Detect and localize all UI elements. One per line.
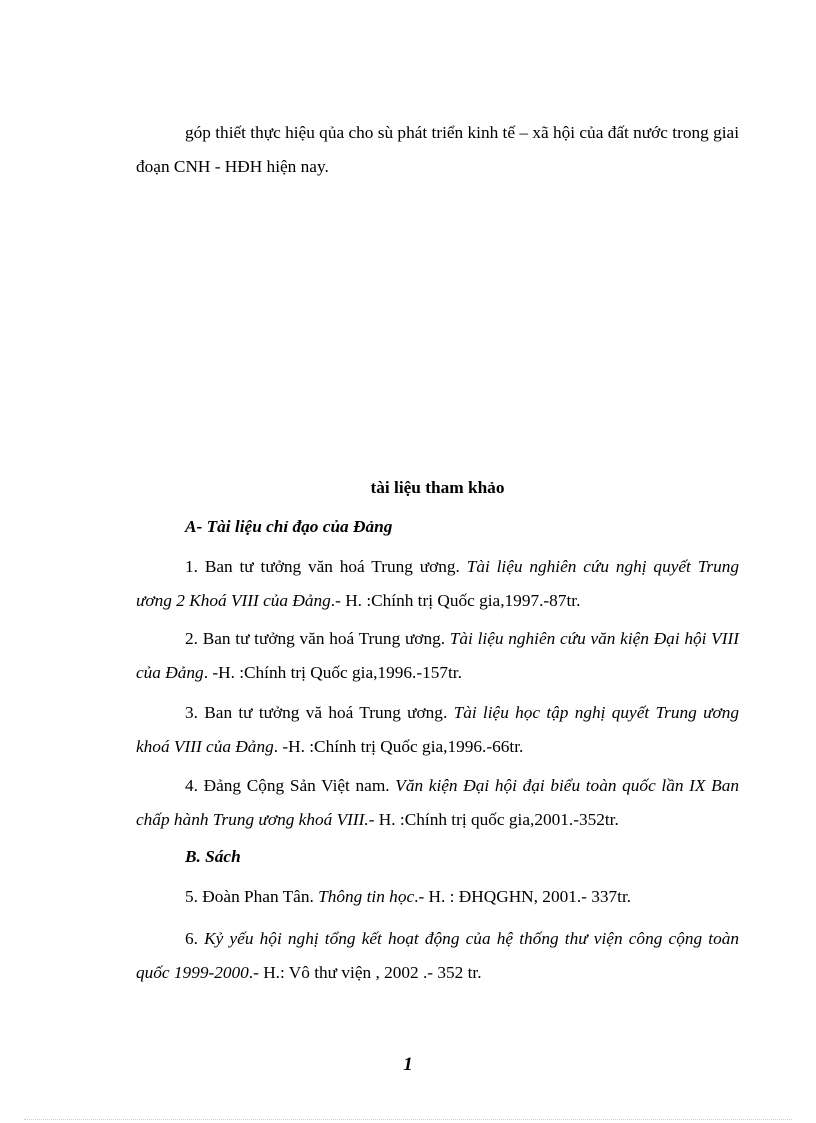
continuation-paragraph: góp thiết thực hiệu qủa cho sù phát triển kinh tế – xã hội của đất nước trong giai đoạn CNH - HĐH hiện nay.	[136, 123, 739, 176]
reference-item-3: 3. Ban tư tưởng vă hoá Trung ương. Tài liệu học tập nghị quyết Trung ương khoá VIII của Đảng. -H. :Chính trị Quốc gia,1996.-66tr.	[136, 703, 739, 756]
reference-item-4: 4. Đảng Cộng Sản Việt nam. Văn kiện Đại hội đại biểu toàn quốc lần IX Ban chấp hành Trung ương khoá VIII.- H. :Chính trị quốc gia,2001.-352tr.	[136, 776, 739, 829]
section-a-heading: A- Tài liệu chỉ đạo của Đảng	[185, 517, 393, 536]
references-title: tài liệu tham khảo	[370, 478, 505, 497]
reference-item-2: 2. Ban tư tưởng văn hoá Trung ương. Tài liệu nghiên cứu văn kiện Đại hội VIII của Đảng. -H. :Chính trị Quốc gia,1996.-157tr.	[136, 629, 740, 682]
section-b-heading: B. Sách	[185, 847, 241, 866]
reference-item-5: 5. Đoàn Phan Tân. Thông tin học.- H. : ĐHQGHN, 2001.- 337tr.	[185, 887, 632, 906]
page-bottom-divider	[24, 1119, 792, 1120]
reference-item-6: 6. Kỷ yếu hội nghị tổng kết hoạt động của hệ thống thư viện công cộng toàn quốc 1999-2000.- H.: Vô thư viện , 2002 .- 352 tr.	[136, 929, 740, 982]
page-number: 1	[403, 1054, 413, 1075]
reference-item-1: 1. Ban tư tưởng văn hoá Trung ương. Tài liệu nghiên cứu nghị quyết Trung ương 2 Khoá VIII của Đảng.- H. :Chính trị Quốc gia,1997.-87tr.	[136, 557, 740, 610]
